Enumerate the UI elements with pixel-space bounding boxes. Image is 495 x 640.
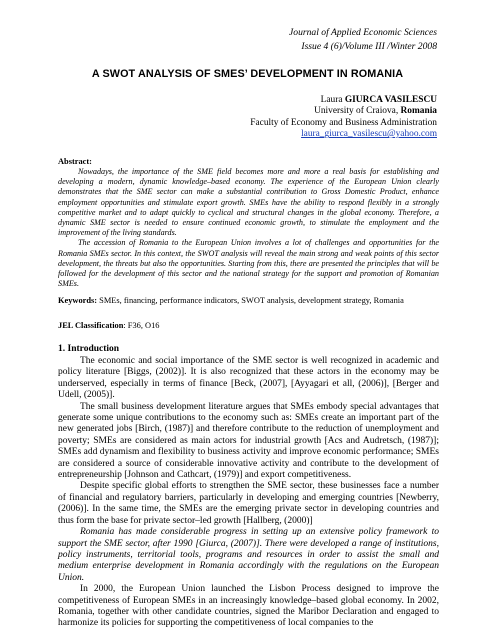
author-affiliation [250,106,437,117]
body-paragraph: Despite specific global efforts to strengthen the SME sector, these businesses face a number of financial and regulatory barriers, particularly in developing and emerging countries [Newberry, (2006)]. In the same time, the SMEs are the emerging private sector in developing countries and thus form the base for private sector–led growth [Hallberg, (2000)] [58,481,439,526]
paper-title: A SWOT ANALYSIS OF SMES’ DEVELOPMENT IN ROMANIA [91,68,404,80]
jel-codes: : F36, O16 [123,321,160,330]
country-name: Romania [400,106,437,117]
abstract-paragraph: Nowadays, the importance of the SME field becomes more and more a real basis for establishing and developing a modern, dynamic knowledge–based economy. The experience of the European Union clearly demonstrates that the SME sector can make a substantial contribution to Gross Domestic Product, enhance employment opportunities and stimulate export growth. SMEs have the ability to respond flexibly in a strongly competitive market and to adapt quickly to cyclical and structural changes in the global economy. Therefore, a dynamic SME sector is needed to ensure continued economic growth, to stimulate the employment and the improvement of the living standards. [58,167,439,238]
keywords [58,296,439,305]
keywords-label: Keywords: [58,296,98,305]
journal-name: Journal of Applied Economic Sciences [289,27,437,38]
abstract-body [58,167,439,289]
body-paragraph: The small business development literature argues that SMEs embody special advantages that generate some unique contributions to the economy such as: SMEs create an important part of the new generated jobs [Birch, (1987)] and therefore contribute to the reduction of unemployment and poverty; SMEs are considered as main actors for industrial growth [Acs and Audretsch, (1987)]; SMEs add dynamism and flexibility to business activity and improve economic performance; SMEs are considered a source of considerable innovative activity and contribute to the development of entrepreneurship [Johnson and Cathcart, (1979)] and export competitiveness. [58,401,439,481]
abstract-paragraph: The accession of Romania to the European Union involves a lot of challenges and opportunities for the Romania SMEs sector. In this context, the SWOT analysis will reveal the main strong and weak points of this sector development, the threats but also the opportunities. Starting from this, there are presented the principles that will be followed for the development of this sector and the national strategy for the support and promotion of Romanian SMEs. [58,238,439,289]
jel-label: JEL Classification [58,321,124,330]
author-name [250,95,437,106]
journal-issue: Issue 4 (6)/Volume III /Winter 2008 [301,41,437,52]
university-name: University of Craiova, [314,106,401,117]
author-email-link[interactable]: laura_giurca_vasilescu@yahoo.com [301,129,437,140]
author-block [250,95,437,141]
author-faculty: Faculty of Economy and Business Administration [250,117,437,128]
author-first-name: Laura [320,95,345,105]
section-heading: 1. Introduction [58,344,120,354]
body-paragraph: The economic and social importance of the SME sector is well recognized in academic and policy literature [Biggs, (2002)]. It is also recognized that these actors in the economy may be underserved, especially in terms of finance [Beck, (2007], [Ayyagari et all, (2006)], [Berger and Udell, (2005)]. [58,356,439,401]
abstract-label: Abstract: [58,157,92,166]
body-paragraph-italic: Romania has made considerable progress in setting up an extensive policy framework to support the SME sector, after 1990 [Giurca, (2007)]. There were developed a range of institutions, policy instruments, territorial tools, programs and resources in order to assist the small and medium enterprise development in Romania accordingly with the regulations on the European Union. [58,527,439,583]
body-paragraph: In 2000, the European Union launched the Lisbon Process designed to improve the competitiveness of European SMEs in an increasingly knowledge–based global economy. In 2002, Romania, together with other candidate countries, signed the Maribor Declaration and engaged to harmonize its policies for supporting the competitiveness of local companies to the [58,584,439,629]
author-last-name: GIURCA VASILESCU [344,95,437,105]
jel-classification [58,321,439,330]
keywords-text: SMEs, financing, performance indicators, SWOT analysis, development strategy, Romania [97,296,404,305]
body-text [58,356,439,630]
abstract-label-text: Abstract [58,157,90,166]
journal-header [289,26,437,54]
